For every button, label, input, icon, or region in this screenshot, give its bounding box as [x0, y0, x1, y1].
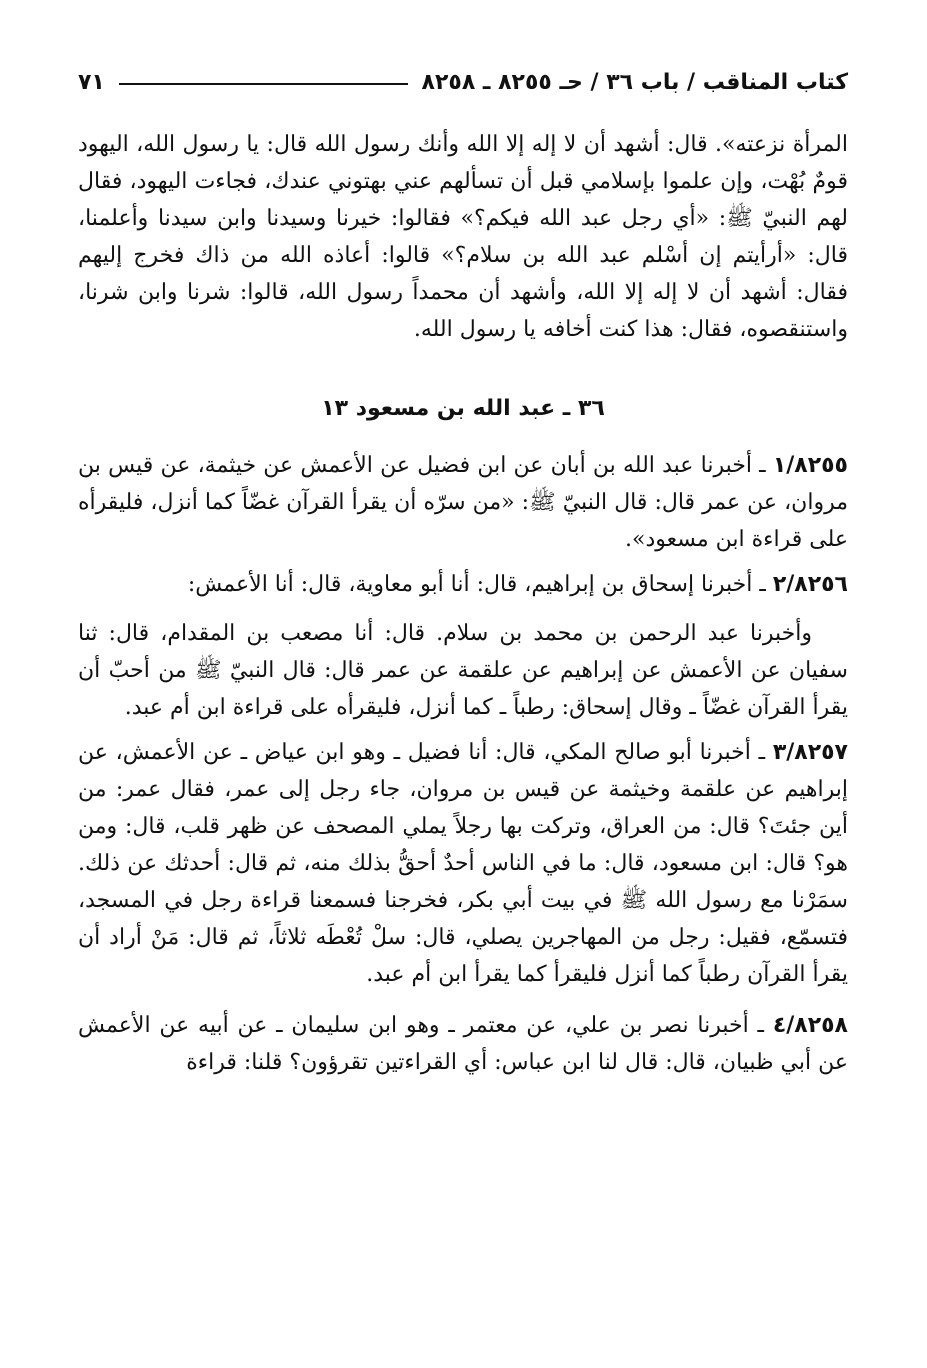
hadith-text: ـ أخبرنا إسحاق بن إبراهيم، قال: أنا أبو معاوية، قال: أنا الأعمش: [187, 572, 766, 597]
hadith-number: ٢/٨٢٥٦ [772, 572, 848, 597]
running-header-title: كتاب المناقب / باب ٣٦ / حـ ٨٢٥٥ ـ ٨٢٥٨ [421, 69, 848, 95]
running-header [78, 62, 848, 102]
hadith-4 [78, 1007, 848, 1081]
page-number: ٧١ [78, 69, 105, 95]
hadith-text: ـ أخبرنا عبد الله بن أبان عن ابن فضيل عن الأعمش عن خيثمة، عن قيس بن مروان، عن عمر قال: قال النبيّ ﷺ: «من سرّه أن يقرأ القرآن غضّاً كما أنزل، فليقرأه على قراءة ابن مسعود». [78, 453, 848, 552]
hadith-number: ١/٨٢٥٥ [772, 453, 848, 478]
hadith-2 [78, 566, 848, 603]
opening-paragraph: المرأة نزعته». قال: أشهد أن لا إله إلا الله وأنك رسول الله قال: يا رسول الله، اليهود قومٌ بُهْت، وإن علموا بإسلامي قبل أن تسألهم عني بهتوني عندك، فجاءت اليهود، فقال لهم النبيّ ﷺ: «أي رجل عبد الله فيكم؟» فقالوا: خيرنا وسيدنا وابن سيدنا وأعلمنا، قال: «أرأيتم إن أسْلم عبد الله بن سلام؟» قالوا: أعاذه الله من ذاك فخرج إليهم فقال: أشهد أن لا إله إلا الله، وأشهد أن محمداً رسول الله، قالوا: شرنا وابن شرنا، واستنقصوه، فقال: هذا كنت أخافه يا رسول الله. [78, 132, 848, 342]
section-heading: ٣٦ ـ عبد الله بن مسعود ١٣ [321, 396, 605, 421]
header-rule [119, 83, 408, 85]
hadith-number: ٤/٨٢٥٨ [772, 1013, 848, 1038]
hadith-2-continuation: وأخبرنا عبد الرحمن بن محمد بن سلام. قال: أنا مصعب بن المقدام، قال: ثنا سفيان عن الأعمش عن إبراهيم عن علقمة عن عمر قال: قال النبيّ ﷺ من أحبّ أن يقرأ القرآن غضّاً ـ وقال إسحاق: رطباً ـ كما أنزل، فليقرأه على قراءة ابن أم عبد. [78, 621, 848, 720]
hadith-number: ٣/٨٢٥٧ [772, 740, 848, 765]
hadith-text: ـ أخبرنا أبو صالح المكي، قال: أنا فضيل ـ وهو ابن عياض ـ عن الأعمش، عن إبراهيم عن علقمة وخيثمة عن قيس بن مروان، جاء رجل إلى عمر، فقال عمر: من أين جئتَ؟ قال: من العراق، وتركت بها رجلاً يملي المصحف عن ظهر قلب، قال: ومن هو؟ قال: ابن مسعود، قال: ما في الناس أحدٌ أحقُّ بذلك منه، ثم قال: أحدثك عن ذلك. سمَرْنا مع رسول الله ﷺ في بيت أبي بكر، فخرجنا فسمعنا قراءة رجل في المسجد، فتسمّع، فقيل: رجل من المهاجرين يصلي، قال: سلْ تُعْطَه ثلاثاً، ثم قال: مَنْ أراد أن يقرأ القرآن رطباً كما أنزل فليقرأ كما يقرأ ابن أم عبد. [78, 740, 848, 987]
hadith-text: ـ أخبرنا نصر بن علي، عن معتمر ـ وهو ابن سليمان ـ عن أبيه عن الأعمش عن أبي ظبيان، قال: قال لنا ابن عباس: أي القراءتين تقرؤون؟ قلنا: قراءة [78, 1013, 848, 1075]
hadith-3 [78, 734, 848, 993]
hadith-1 [78, 447, 848, 558]
book-page [78, 62, 848, 1081]
